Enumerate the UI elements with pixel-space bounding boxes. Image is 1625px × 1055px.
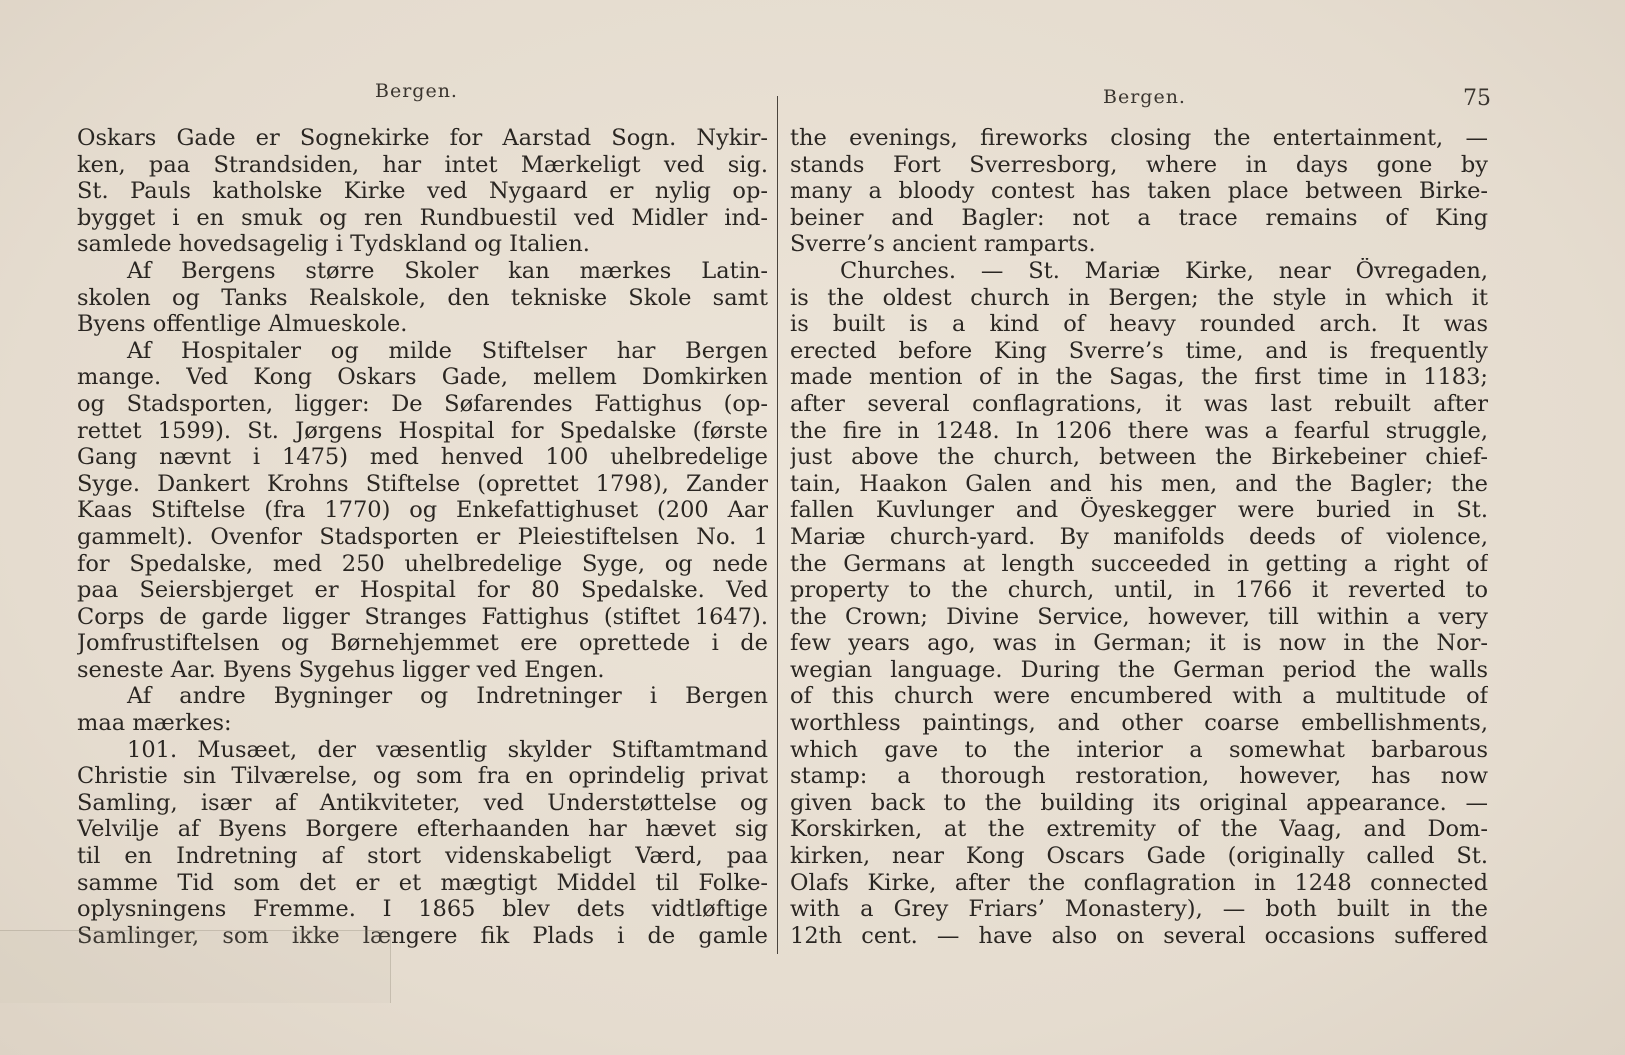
text-line: bygget i en smuk og ren Rundbuestil ved Midler ind- [77, 204, 768, 231]
text-line: Byens offentlige Almueskole. [77, 311, 408, 338]
text-line: Oskars Gade er Sognekirke for Aarstad Sogn. Nykir- [77, 125, 768, 151]
running-head-left: Bergen. [375, 80, 458, 102]
text-line: mange. Ved Kong Oskars Gade, mellem Domkirken [77, 364, 768, 391]
text-line: many a bloody contest has taken place between Birke- [790, 178, 1488, 205]
text-line: the Germans at length succeeded in getting a right of [790, 550, 1488, 577]
text-line: Korskirken, at the extremity of the Vaag, and Dom- [790, 816, 1488, 843]
text-line: Samling, især af Antikviteter, ved Understøttelse og [77, 789, 768, 816]
text-line: Sverre’s ancient ramparts. [790, 231, 1096, 258]
text-line: worthless paintings, and other coarse embellishments, [790, 710, 1488, 737]
text-line: Kaas Stiftelse (fra 1770) og Enkefattighuset (200 Aar [77, 497, 768, 524]
text-line: samme Tid som det er et mægtigt Middel til Folke- [77, 869, 768, 896]
text-line: kirken, near Kong Oscars Gade (originally called St. [790, 843, 1488, 870]
text-line: Jomfrustiftelsen og Børnehjemmet ere oprettede i de [77, 630, 768, 657]
text-line: Olafs Kirke, after the conflagration in 1248 connected [790, 869, 1488, 896]
text-line: Mariæ church-yard. By manifolds deeds of violence, [790, 523, 1488, 550]
text-line: erected before King Sverre’s time, and is frequently [790, 337, 1488, 364]
text-line: the fire in 1248. In 1206 there was a fearful struggle, [790, 417, 1488, 444]
text-line: which gave to the interior a somewhat barbarous [790, 736, 1488, 763]
text-line: after several conflagrations, it was last rebuilt after [790, 390, 1488, 417]
text-line: fallen Kuvlunger and Öyeskegger were buried in St. [790, 497, 1488, 524]
text-line: maa mærkes: [77, 710, 232, 737]
text-line: Velvilje af Byens Borgere efterhaanden har hævet sig [77, 816, 768, 843]
english-text-column [790, 125, 1488, 949]
text-line: gammelt). Ovenfor Stadsporten er Pleiestiftelsen No. 1 [77, 523, 768, 550]
text-line: tain, Haakon Galen and his men, and the Bagler; the [790, 470, 1488, 497]
text-line: made mention of in the Sagas, the first time in 1183; [790, 364, 1488, 391]
text-line: is the oldest church in Bergen; the style in which it [790, 284, 1488, 311]
text-line: St. Pauls katholske Kirke ved Nygaard er nylig op- [77, 178, 768, 205]
text-line: beiner and Bagler: not a trace remains of King [790, 204, 1488, 231]
text-line: just above the church, between the Birkebeiner chief- [790, 444, 1488, 471]
text-line: seneste Aar. Byens Sygehus ligger ved Engen. [77, 656, 605, 683]
text-line: wegian language. During the German period the walls [790, 656, 1488, 683]
text-line: of this church were encumbered with a multitude of [790, 683, 1488, 710]
text-line: Gang nævnt i 1475) med henved 100 uhelbredelige [77, 444, 768, 471]
page-number: 75 [1463, 86, 1491, 111]
text-line: og Stadsporten, ligger: De Søfarendes Fattighus (op- [77, 390, 768, 417]
text-line: property to the church, until, in 1766 it reverted to [790, 577, 1488, 604]
column-divider [777, 96, 778, 954]
text-line: til en Indretning af stort videnskabeligt Værd, paa [77, 843, 768, 870]
text-line: samlede hovedsagelig i Tydskland og Italien. [77, 231, 590, 258]
text-line: Samlinger, som ikke længere fik Plads i de gamle [77, 922, 768, 949]
text-line: 101. Musæet, der væsentlig skylder Stiftamtmand [127, 736, 768, 763]
text-line: 12th cent. — have also on several occasions suffered [790, 922, 1488, 949]
text-line: oplysningens Fremme. I 1865 blev dets vidtløftige [77, 896, 768, 923]
text-line: the evenings, fireworks closing the entertainment, — [790, 125, 1488, 151]
text-line: Syge. Dankert Krohns Stiftelse (oprettet 1798), Zander [77, 470, 768, 497]
text-line: for Spedalske, med 250 uhelbredelige Syge, og nede [77, 550, 768, 577]
text-line: given back to the building its original appearance. — [790, 789, 1488, 816]
text-line: rettet 1599). St. Jørgens Hospital for Spedalske (første [77, 417, 768, 444]
text-line: stamp: a thorough restoration, however, has now [790, 763, 1488, 790]
text-line: skolen og Tanks Realskole, den tekniske Skole samt [77, 284, 768, 311]
text-line: is built is a kind of heavy rounded arch. It was [790, 311, 1488, 338]
text-line: few years ago, was in German; it is now in the Nor- [790, 630, 1488, 657]
text-line: ken, paa Strandsiden, har intet Mærkeligt ved sig. [77, 151, 768, 178]
running-head-right: Bergen. [1103, 86, 1186, 108]
text-line: Af andre Bygninger og Indretninger i Bergen [127, 683, 768, 710]
text-line: Af Bergens større Skoler kan mærkes Latin- [127, 257, 768, 284]
text-line: Christie sin Tilværelse, og som fra en oprindelig privat [77, 763, 768, 790]
text-line: Churches. — St. Mariæ Kirke, near Övregaden, [840, 257, 1488, 284]
text-line: stands Fort Sverresborg, where in days gone by [790, 151, 1488, 178]
text-line: paa Seiersbjerget er Hospital for 80 Spedalske. Ved [77, 577, 768, 604]
text-line: Corps de garde ligger Stranges Fattighus (stiftet 1647). [77, 603, 768, 630]
text-line: Af Hospitaler og milde Stiftelser har Bergen [127, 337, 768, 364]
text-line: the Crown; Divine Service, however, till within a very [790, 603, 1488, 630]
page-corner-shadow [0, 930, 391, 1003]
text-line: with a Grey Friars’ Monastery), — both built in the [790, 896, 1488, 923]
norwegian-text-column [77, 125, 768, 949]
